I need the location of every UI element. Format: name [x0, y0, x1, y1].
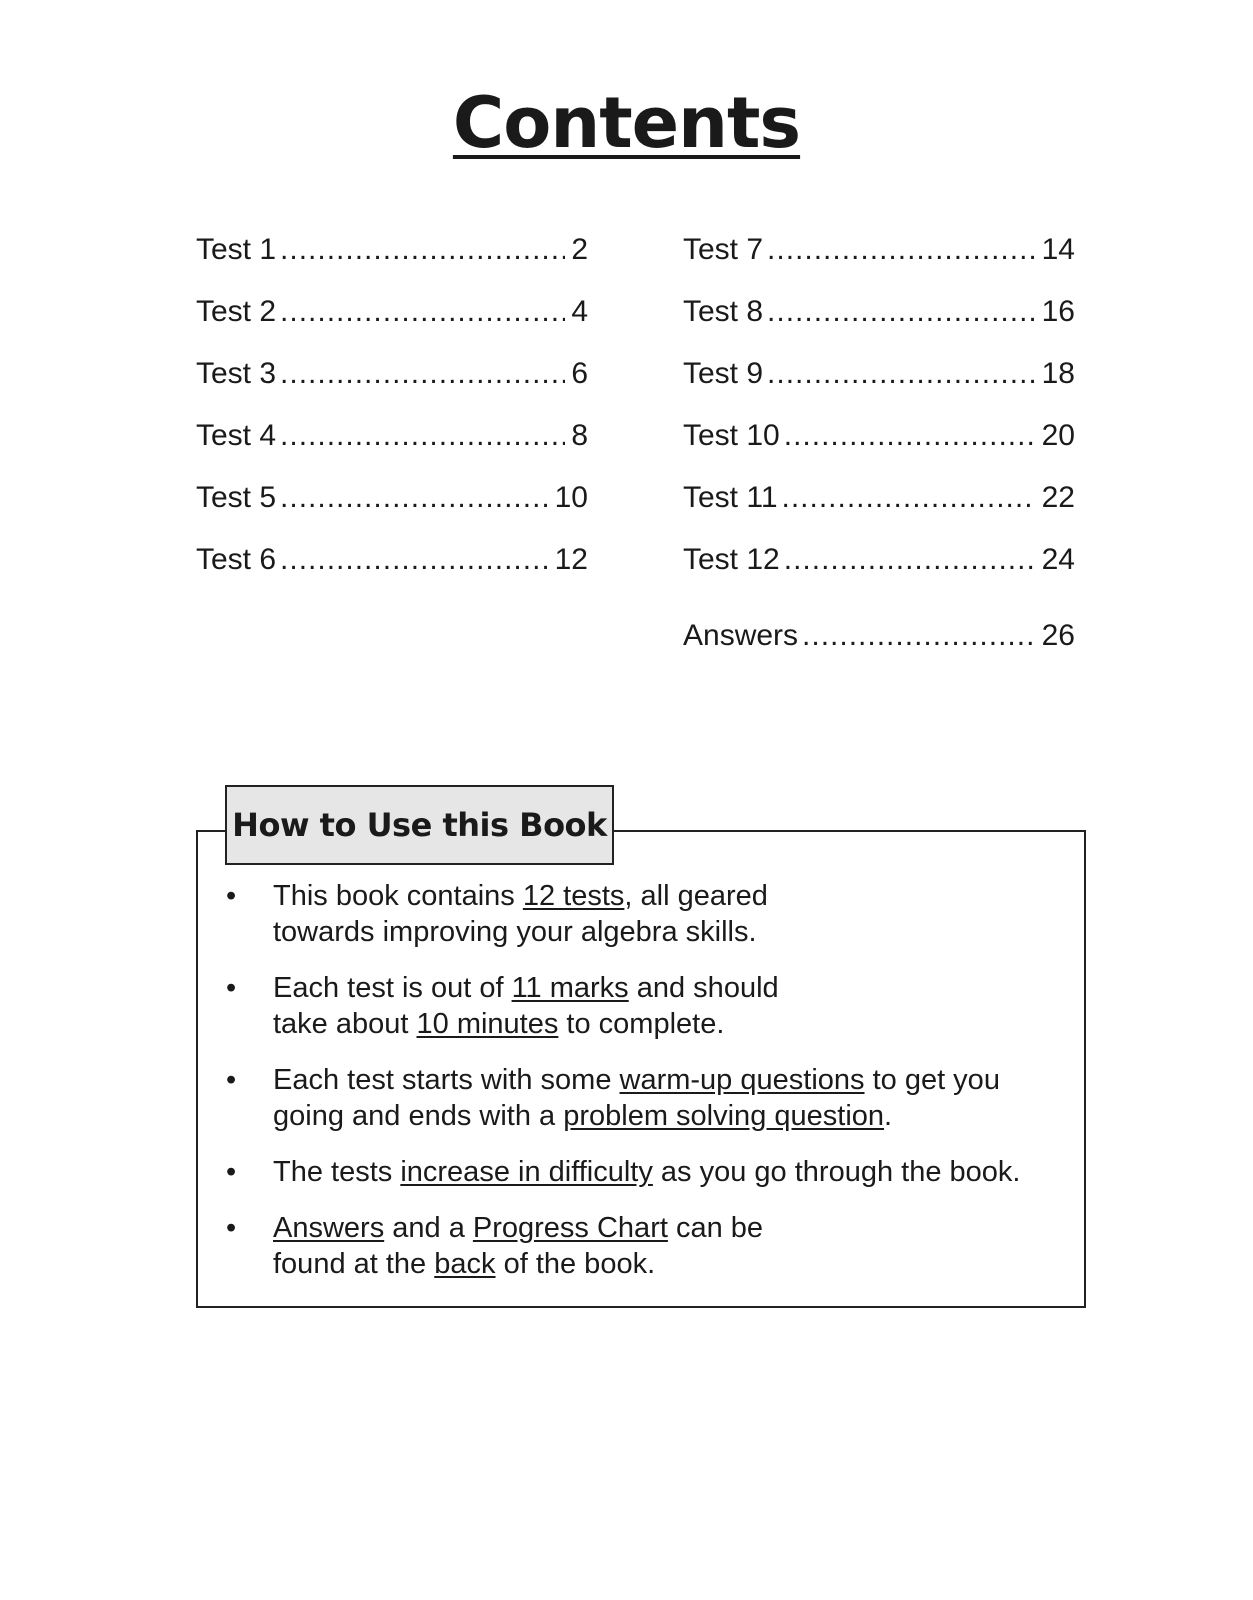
bullet-icon: • — [226, 880, 237, 912]
bullet-icon: • — [226, 1156, 237, 1188]
toc-dot-leader — [280, 480, 549, 516]
toc-dot-leader — [280, 418, 565, 454]
how-to-list-line — [273, 1098, 1066, 1134]
body-text: can be — [667, 1212, 764, 1244]
toc-dot-leader — [280, 542, 549, 578]
toc-entry[interactable] — [196, 480, 588, 542]
toc-entry-page-number: 16 — [1041, 295, 1075, 328]
toc-entry[interactable] — [196, 418, 588, 480]
toc-entry-page-number: 6 — [571, 357, 588, 390]
how-to-list-item — [226, 878, 1066, 950]
toc-entry[interactable] — [683, 294, 1075, 356]
toc-entry[interactable] — [196, 356, 588, 418]
bullet-icon: • — [226, 972, 237, 1004]
toc-entry[interactable] — [683, 356, 1075, 418]
toc-entry-page-number: 2 — [571, 233, 588, 266]
body-text: as you go through the book. — [652, 1156, 1021, 1188]
toc-entry[interactable] — [683, 480, 1075, 542]
toc-entry-label: Test 7 — [683, 233, 764, 266]
toc-entry[interactable] — [196, 542, 588, 604]
how-to-list-line — [273, 1246, 1066, 1282]
body-text: found at the — [273, 1248, 435, 1280]
emphasized-text: Progress Chart — [472, 1212, 668, 1244]
toc-entry[interactable] — [683, 618, 1075, 680]
toc-entry-page-number: 24 — [1041, 543, 1075, 576]
how-to-list-item — [226, 1154, 1066, 1190]
toc-dot-leader — [280, 294, 565, 330]
page-title-text: Contents — [452, 82, 801, 164]
body-text: to complete. — [558, 1008, 725, 1040]
toc-entry-page-number: 12 — [554, 543, 588, 576]
toc-dot-leader — [767, 356, 1036, 392]
body-text: to get you — [864, 1064, 1000, 1096]
toc-entry-label: Test 12 — [683, 543, 780, 576]
toc-entry-label: Test 9 — [683, 357, 764, 390]
toc-entry-label: Test 11 — [683, 481, 778, 514]
toc-dot-leader — [280, 232, 565, 268]
toc-entry[interactable] — [196, 232, 588, 294]
body-text: and a — [384, 1212, 473, 1244]
toc-entry-page-number: 20 — [1041, 419, 1075, 452]
toc-left-column — [196, 232, 588, 604]
how-to-use-list — [226, 878, 1066, 1302]
emphasized-text: warm-up questions — [619, 1064, 865, 1096]
toc-entry[interactable] — [683, 418, 1075, 480]
how-to-list-line — [273, 1210, 1066, 1246]
toc-entry[interactable] — [683, 232, 1075, 294]
emphasized-text: 10 minutes — [416, 1008, 559, 1040]
page-title — [0, 82, 1253, 164]
body-text: of the book. — [495, 1248, 656, 1280]
toc-entry[interactable] — [683, 542, 1075, 604]
how-to-list-line — [273, 1154, 1066, 1190]
toc-entry-page-number: 18 — [1041, 357, 1075, 390]
toc-entry-page-number: 10 — [554, 481, 588, 514]
toc-entry-label: Test 4 — [196, 419, 277, 452]
emphasized-text: 12 tests — [522, 880, 625, 912]
how-to-list-line — [273, 878, 1066, 914]
toc-entry-label: Test 2 — [196, 295, 277, 328]
how-to-list-line — [273, 1062, 1066, 1098]
how-to-use-heading: How to Use this Book — [225, 785, 614, 865]
toc-dot-leader — [802, 618, 1036, 654]
toc-dot-leader — [767, 232, 1036, 268]
body-text: towards improving your algebra skills. — [273, 916, 757, 948]
toc-dot-leader — [784, 418, 1036, 454]
body-text: . — [884, 1100, 893, 1132]
toc-entry[interactable] — [196, 294, 588, 356]
toc-dot-leader — [784, 542, 1036, 578]
toc-entry-label: Test 5 — [196, 481, 277, 514]
emphasized-text: increase in difficulty — [400, 1156, 653, 1188]
how-to-list-item — [226, 1210, 1066, 1282]
toc-entry-page-number: 4 — [571, 295, 588, 328]
toc-dot-leader — [767, 294, 1036, 330]
body-text: going and ends with a — [273, 1100, 564, 1132]
emphasized-text: Answers — [273, 1212, 385, 1244]
body-text: Each test is out of — [273, 972, 512, 1004]
bullet-icon: • — [226, 1212, 237, 1244]
toc-entry-label: Test 8 — [683, 295, 764, 328]
toc-entry-label: Test 10 — [683, 419, 780, 452]
toc-entry-label: Test 3 — [196, 357, 277, 390]
toc-entry-page-number: 14 — [1041, 233, 1075, 266]
body-text: and should — [628, 972, 779, 1004]
body-text: , all geared — [624, 880, 768, 912]
toc-entry-label: Answers — [683, 619, 799, 652]
emphasized-text: back — [434, 1248, 496, 1280]
toc-dot-leader — [280, 356, 565, 392]
toc-entry-label: Test 1 — [196, 233, 277, 266]
body-text: The tests — [273, 1156, 401, 1188]
body-text: This book contains — [273, 880, 523, 912]
toc-entry-page-number: 8 — [571, 419, 588, 452]
how-to-list-line — [273, 970, 1066, 1006]
how-to-list-line — [273, 1006, 1066, 1042]
body-text: Each test starts with some — [273, 1064, 620, 1096]
how-to-list-line — [273, 914, 1066, 950]
toc-entry-page-number: 26 — [1041, 619, 1075, 652]
toc-entry-page-number: 22 — [1041, 481, 1075, 514]
toc-right-column — [683, 232, 1075, 680]
toc-entry-label: Test 6 — [196, 543, 277, 576]
how-to-list-item — [226, 970, 1066, 1042]
toc-dot-leader — [782, 480, 1036, 516]
emphasized-text: 11 marks — [511, 972, 629, 1004]
how-to-list-item — [226, 1062, 1066, 1134]
body-text: take about — [273, 1008, 417, 1040]
emphasized-text: problem solving question — [563, 1100, 885, 1132]
bullet-icon: • — [226, 1064, 237, 1096]
